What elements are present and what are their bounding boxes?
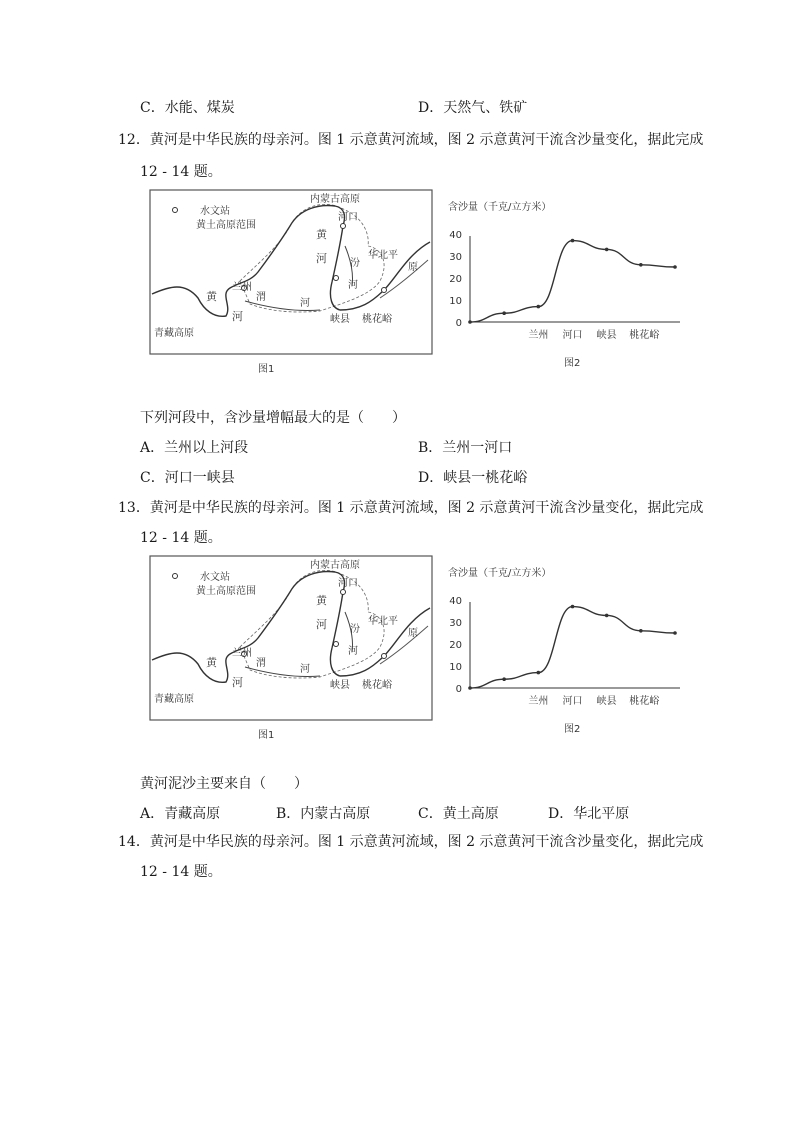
- label-fen-he: 河: [348, 646, 358, 657]
- sediment-chart: [448, 200, 680, 341]
- figure-block: [140, 186, 680, 386]
- figure-svg: [140, 552, 680, 752]
- legend-station: 水文站: [200, 572, 230, 583]
- y-tick-label: 40: [449, 230, 462, 241]
- label-wei-he: 河: [300, 298, 310, 309]
- q13-stem-line1: 13．黄河是中华民族的母亲河。图 1 示意黄河流域，图 2 示意黄河干流含沙量变化，据此完成: [118, 500, 704, 516]
- figure-block-repeat: [140, 552, 680, 752]
- legend-plateau: 黄土高原范围: [196, 586, 256, 597]
- x-tick-label: 峡县: [596, 330, 617, 341]
- station-taohuayu: [382, 288, 387, 293]
- y-tick-label: 20: [449, 640, 462, 651]
- map-figure-1: [150, 190, 432, 354]
- x-tick-label: 峡县: [596, 696, 617, 707]
- station-hekou: [341, 590, 346, 595]
- q11-option-c: C．水能、煤炭: [140, 100, 235, 116]
- label-yuan: 原: [408, 262, 418, 273]
- data-point: [605, 614, 609, 618]
- sediment-chart: [448, 566, 680, 707]
- y-tick-label: 30: [449, 618, 462, 629]
- y-tick-label: 20: [449, 274, 462, 285]
- data-point: [639, 629, 643, 633]
- label-north-china: 华北平: [368, 250, 398, 261]
- q11-option-d: D．天然气、铁矿: [418, 100, 528, 116]
- q12-option-b: B．兰州一河口: [418, 440, 513, 456]
- label-wei: 渭: [256, 292, 266, 303]
- x-tick-labels: [528, 694, 660, 707]
- label-huang: 黄: [316, 594, 327, 607]
- q14-stem-line2: 12 - 14 题。: [140, 864, 222, 880]
- figure-svg: [140, 186, 680, 386]
- label-huang-left: 黄: [206, 290, 217, 303]
- y-tick-labels: [449, 596, 462, 695]
- q13-option-d: D．华北平原: [548, 806, 630, 822]
- q12-stem-line1: 12．黄河是中华民族的母亲河。图 1 示意黄河流域，图 2 示意黄河干流含沙量变化，据此完成: [118, 132, 704, 148]
- y-tick-label: 10: [449, 662, 462, 673]
- map-figure-1: [150, 556, 432, 720]
- label-huang: 黄: [316, 228, 327, 241]
- x-tick-label: 桃花峪: [629, 696, 660, 707]
- x-tick-label: 桃花峪: [629, 330, 660, 341]
- q13-option-b: B．内蒙古高原: [276, 806, 371, 822]
- label-he: 河: [316, 252, 327, 265]
- q13-stem-line2: 12 - 14 题。: [140, 530, 222, 546]
- data-point: [571, 239, 575, 243]
- data-point: [639, 263, 643, 267]
- figure2-caption: 图2: [564, 724, 581, 735]
- station-xiaxian: [334, 276, 339, 281]
- label-taohuayu: 桃花峪: [362, 314, 392, 325]
- y-tick-label: 40: [449, 596, 462, 607]
- label-yuan: 原: [408, 628, 418, 639]
- series-points: [468, 605, 677, 690]
- y-tick-label: 0: [455, 684, 462, 695]
- label-fen: 汾: [350, 258, 360, 269]
- q14-stem-line1: 14．黄河是中华民族的母亲河。图 1 示意黄河流域，图 2 示意黄河干流含沙量变化，据此完成: [118, 834, 704, 850]
- x-tick-label: 河口: [562, 696, 583, 707]
- q12-option-c: C．河口一峡县: [140, 470, 235, 486]
- y-tick-labels: [449, 230, 462, 329]
- label-lanzhou: 兰州: [232, 282, 252, 293]
- data-point: [537, 305, 541, 309]
- q12-question: 下列河段中，含沙量增幅最大的是（ ）: [140, 410, 406, 426]
- label-lanzhou: 兰州: [232, 648, 252, 659]
- data-point: [673, 265, 677, 269]
- label-inner-mongolia: 内蒙古高原: [310, 560, 360, 571]
- data-point: [468, 686, 472, 690]
- figure2-caption: 图2: [564, 358, 581, 369]
- data-point: [502, 677, 506, 681]
- q13-option-a: A．青藏高原: [140, 806, 221, 822]
- q13-option-c: C．黄土高原: [418, 806, 499, 822]
- label-he-left: 河: [232, 676, 243, 689]
- q12-option-d: D．峡县一桃花峪: [418, 470, 528, 486]
- y-tick-label: 0: [455, 318, 462, 329]
- y-tick-label: 10: [449, 296, 462, 307]
- data-point: [605, 248, 609, 252]
- figure1-caption: 图1: [258, 364, 275, 375]
- q12-option-a: A．兰州以上河段: [140, 440, 249, 456]
- chart-ylabel: 含沙量（千克/立方米）: [448, 202, 552, 213]
- series-line: [470, 241, 675, 322]
- data-point: [502, 311, 506, 315]
- label-inner-mongolia: 内蒙古高原: [310, 194, 360, 205]
- label-xiaxian: 峡县: [330, 680, 350, 691]
- data-point: [571, 605, 575, 609]
- q12-stem-line2: 12 - 14 题。: [140, 164, 222, 180]
- data-point: [468, 320, 472, 324]
- label-he: 河: [316, 618, 327, 631]
- legend-station: 水文站: [200, 206, 230, 217]
- station-hekou: [341, 224, 346, 229]
- chart-ylabel: 含沙量（千克/立方米）: [448, 568, 552, 579]
- label-qinghai-tibet: 青藏高原: [154, 328, 194, 339]
- legend-plateau: 黄土高原范围: [196, 220, 256, 231]
- label-fen-he: 河: [348, 280, 358, 291]
- label-wei-he: 河: [300, 664, 310, 675]
- label-qinghai-tibet: 青藏高原: [154, 694, 194, 705]
- data-point: [537, 671, 541, 675]
- label-he-left: 河: [232, 310, 243, 323]
- label-xiaxian: 峡县: [330, 314, 350, 325]
- data-point: [673, 631, 677, 635]
- label-hekou: 河口: [338, 212, 358, 223]
- x-tick-labels: [528, 328, 660, 341]
- label-taohuayu: 桃花峪: [362, 680, 392, 691]
- station-taohuayu: [382, 654, 387, 659]
- x-tick-label: 兰州: [528, 330, 549, 341]
- y-tick-label: 30: [449, 252, 462, 263]
- x-tick-label: 兰州: [528, 696, 549, 707]
- label-north-china: 华北平: [368, 616, 398, 627]
- label-huang-left: 黄: [206, 656, 217, 669]
- series-line: [470, 607, 675, 688]
- x-tick-label: 河口: [562, 330, 583, 341]
- label-hekou: 河口: [338, 578, 358, 589]
- series-points: [468, 239, 677, 324]
- label-wei: 渭: [256, 658, 266, 669]
- station-xiaxian: [334, 642, 339, 647]
- label-fen: 汾: [350, 624, 360, 635]
- q13-question: 黄河泥沙主要来自（ ）: [140, 776, 308, 792]
- figure1-caption: 图1: [258, 730, 275, 741]
